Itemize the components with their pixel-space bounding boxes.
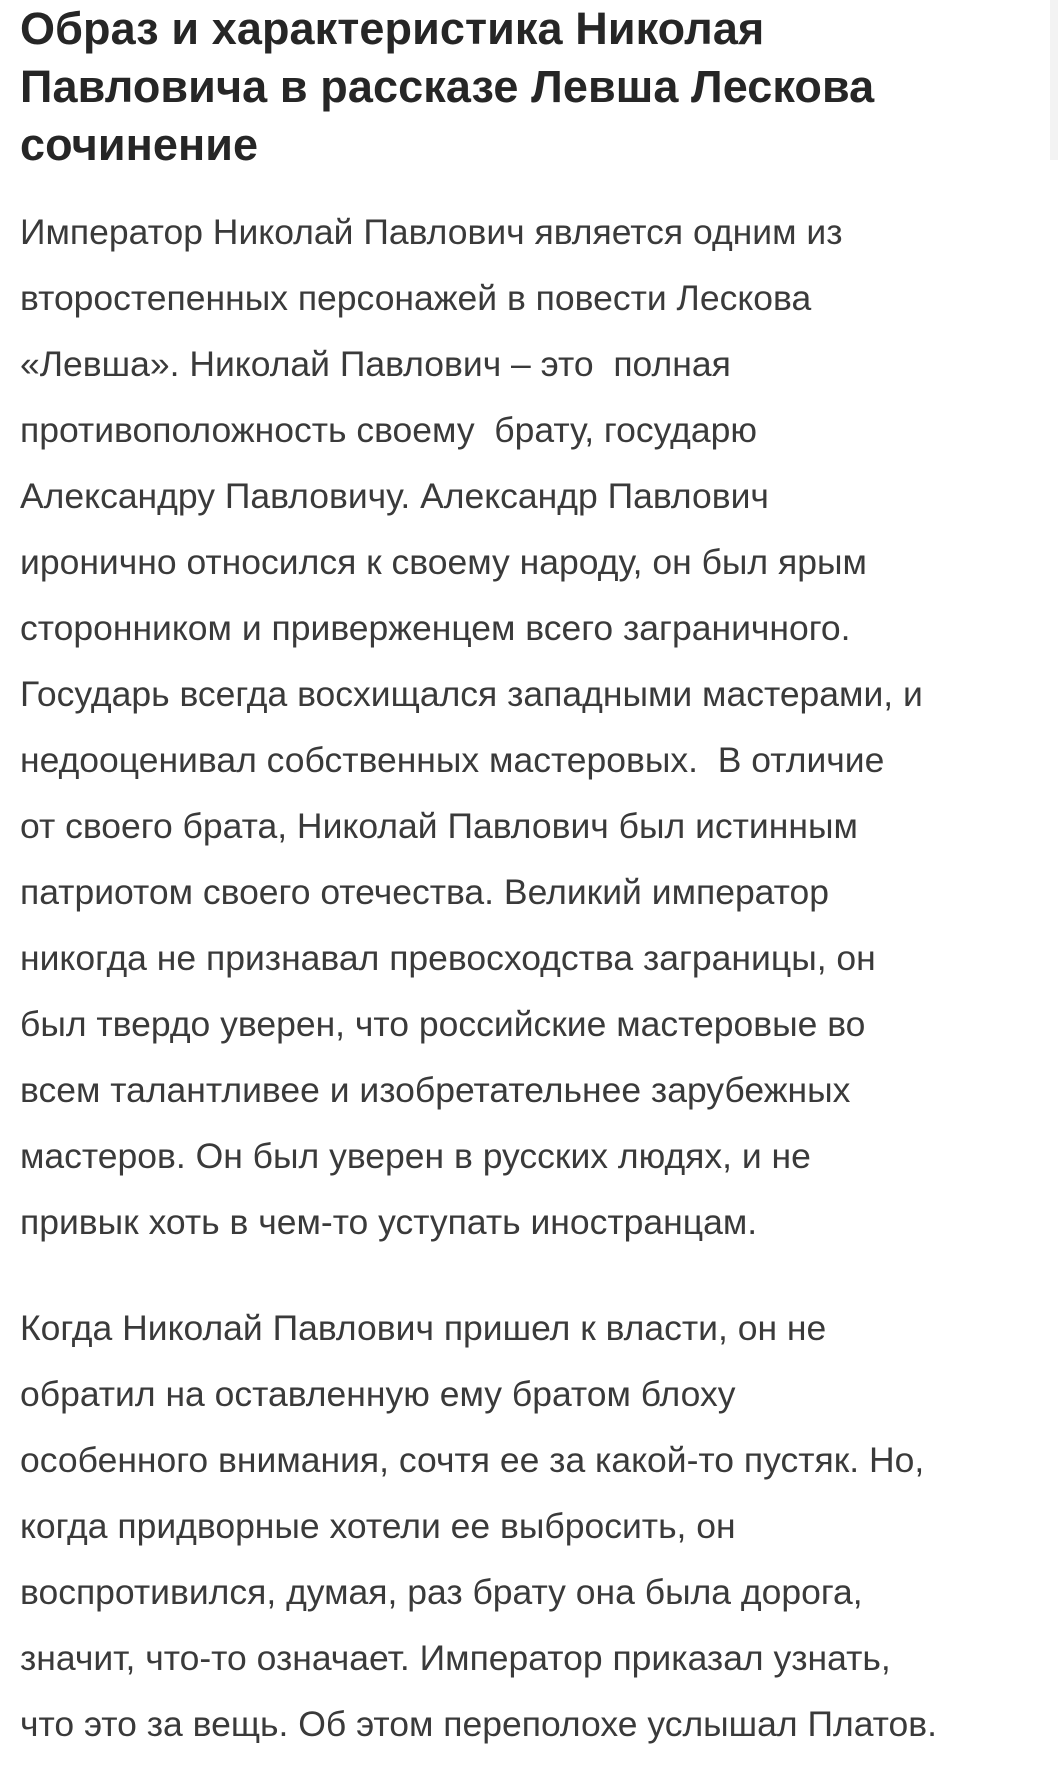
text-line: иронично относился к своему народу, он был ярым	[20, 542, 867, 582]
text-line: сторонником и приверженцем всего заграничного.	[20, 608, 851, 648]
text-line: был твердо уверен, что российские мастеровые во	[20, 1004, 866, 1044]
text-line: мастеров. Он был уверен в русских людях, и не	[20, 1136, 811, 1176]
title-line: сочинение	[20, 119, 259, 170]
text-line: противоположность своему брату, государю	[20, 410, 757, 450]
text-line: всем талантливее и изобретательнее зарубежных	[20, 1070, 851, 1110]
text-line: Император Николай Павлович является одним из	[20, 212, 843, 252]
text-line: Когда Николай Павлович пришел к власти, он не	[20, 1308, 827, 1348]
text-line: воспротивился, думая, раз брату она была дорога,	[20, 1572, 863, 1612]
text-line: привык хоть в чем-то уступать иностранцам.	[20, 1202, 758, 1242]
title-line: Образ и характеристика Николая	[20, 3, 765, 54]
text-line: «Левша». Николай Павлович – это полная	[20, 344, 731, 384]
article	[20, 0, 1025, 1757]
paragraph-1	[20, 199, 1025, 1255]
paragraph-2	[20, 1295, 1025, 1757]
text-line: значит, что-то означает. Император приказал узнать,	[20, 1638, 891, 1678]
text-line: что это за вещь. Об этом переполохе услышал Платов.	[20, 1704, 938, 1744]
text-line: обратил на оставленную ему братом блоху	[20, 1374, 736, 1414]
text-line: Государь всегда восхищался западными мастерами, и	[20, 674, 923, 714]
title-line: Павловича в рассказе Левша Лескова	[20, 61, 875, 112]
article-title	[20, 0, 1025, 174]
text-line: от своего брата, Николай Павлович был истинным	[20, 806, 858, 846]
text-line: Александру Павловичу. Александр Павлович	[20, 476, 769, 516]
text-line: патриотом своего отечества. Великий император	[20, 872, 829, 912]
text-line: второстепенных персонажей в повести Лескова	[20, 278, 812, 318]
text-line: никогда не признавал превосходства заграницы, он	[20, 938, 876, 978]
text-line: особенного внимания, сочтя ее за какой-то пустяк. Но,	[20, 1440, 925, 1480]
text-line: недооценивал собственных мастеровых. В отличие	[20, 740, 885, 780]
scrollbar[interactable]	[1050, 0, 1058, 160]
text-line: когда придворные хотели ее выбросить, он	[20, 1506, 736, 1546]
